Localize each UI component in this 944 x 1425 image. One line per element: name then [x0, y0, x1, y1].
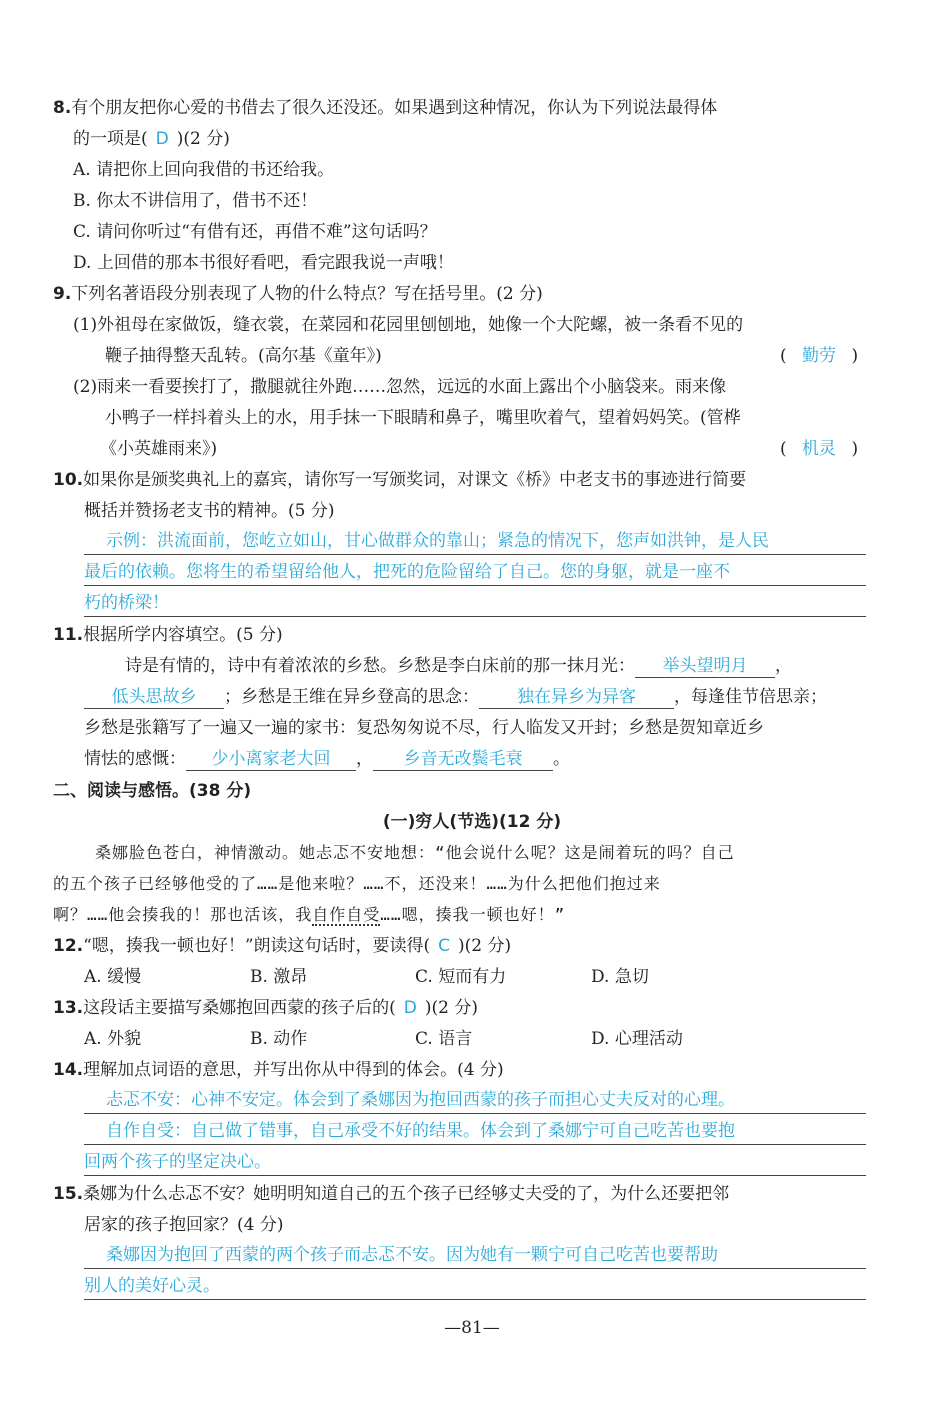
q11-text4: 情怯的感慨： — [84, 749, 186, 769]
q13-answer: D — [403, 998, 417, 1018]
q13-number: 13. — [53, 998, 84, 1018]
q15-stem-text1: 桑娜为什么忐忑不安？她明明知道自己的五个孩子已经够丈夫受的了，为什么还要把邻 — [83, 1184, 730, 1204]
q9-p2-paren-close: ) — [851, 439, 859, 459]
q12-answer: C — [438, 936, 451, 956]
q15-answer-line1: 桑娜因为抱回了西蒙的两个孩子而忐忑不安。因为她有一颗宁可自己吃苦也要帮助 — [84, 1242, 866, 1269]
q9-number: 9. — [53, 284, 72, 304]
q13-option-d: D. 心理活动 — [591, 1029, 683, 1049]
q11-text1-end: ， — [775, 656, 792, 676]
q8-answer: D — [155, 129, 169, 149]
q15-number: 15. — [53, 1184, 84, 1204]
q12-option-a: A. 缓慢 — [84, 967, 142, 987]
q9-stem — [53, 282, 543, 306]
q11-line4 — [84, 747, 570, 771]
q8-stem-text2a: 的一项是( — [73, 129, 148, 149]
q13-option-a: A. 外貌 — [84, 1029, 142, 1049]
q10-answer-line1: 示例：洪流面前，您屹立如山，甘心做群众的靠山；紧急的情况下，您声如洪钟，是人民 — [84, 528, 866, 555]
q9-p1-paren-close: ) — [851, 346, 859, 366]
q12-stem-b: )(2 分) — [458, 936, 512, 956]
q11-number: 11. — [53, 625, 84, 645]
q10-stem-text1: 如果你是颁奖典礼上的嘉宾，请你写一写颁奖词，对课文《桥》中老支书的事迹进行简要 — [83, 470, 747, 490]
q9-p2-answer-box — [780, 437, 866, 461]
q8-option-c: C. 请问你听过“有借有还，再借不难”这句话吗？ — [73, 222, 437, 242]
q10-stem-line1 — [53, 468, 746, 492]
q13-options — [84, 1027, 683, 1051]
q8-stem-text2b: )(2 分) — [176, 129, 230, 149]
q11-stem-text: 根据所学内容填空。(5 分) — [83, 625, 283, 645]
q12-option-b: B. 激昂 — [250, 967, 308, 987]
q9-p2-line1: (2)雨来一看要挨打了，撒腿就往外跑……忽然，远远的水面上露出个小脑袋来。雨来像 — [73, 377, 727, 397]
q10-number: 10. — [53, 470, 84, 490]
q11-blank3: 独在异乡为异客 — [479, 686, 674, 709]
q12-option-c: C. 短而有力 — [415, 967, 507, 987]
q11-text2-end: ，每逢佳节倍思亲； — [674, 687, 827, 707]
q12-number: 12. — [53, 936, 84, 956]
q9-p1-answer: 勤劳 — [802, 346, 837, 366]
q8-stem-line1 — [53, 96, 717, 120]
q12-stem-a: “嗯，揍我一顿也好！”朗读这句话时，要读得( — [83, 936, 431, 956]
q11-text2: ；乡愁是王维在异乡登高的思念： — [224, 687, 479, 707]
q11-blank2: 低头思故乡 — [84, 686, 224, 709]
q10-answer-line2: 最后的依赖。您将生的希望留给他人，把死的危险留给了自己。您的身躯，就是一座不 — [84, 559, 866, 586]
q13-stem — [53, 996, 478, 1020]
passage-dotted-word: 自作自受 — [312, 905, 381, 924]
q11-line3: 乡愁是张籍写了一遍又一遍的家书：复恐匆匆说不尽，行人临发又开封；乡愁是贺知章近乡 — [84, 718, 764, 738]
q15-stem-line2: 居家的孩子抱回家？(4 分) — [84, 1215, 284, 1235]
q11-blank1: 举头望明月 — [635, 655, 775, 678]
q14-answer-line2: 自作自受：自己做了错事，自己承受不好的结果。体会到了桑娜宁可自己吃苦也要抱 — [84, 1118, 866, 1145]
passage-line2: 的五个孩子已经够他受的了……是他来啦？……不，还没来！……为什么把他们抱过来 — [53, 874, 661, 893]
q8-option-b: B. 你太不讲信用了，借书不还！ — [73, 191, 318, 211]
passage-line1: 桑娜脸色苍白，神情激动。她忐忑不安地想：“他会说什么呢？这是闹着玩的吗？自己 — [95, 843, 735, 862]
q11-line2 — [84, 685, 827, 709]
q14-stem-text: 理解加点词语的意思，并写出你从中得到的体会。(4 分) — [83, 1060, 504, 1080]
q10-answer-line3: 朽的桥梁！ — [84, 590, 866, 617]
q9-p1-line2: 鞭子抽得整天乱转。(高尔基《童年》) — [105, 346, 382, 366]
q8-stem-line2 — [73, 127, 230, 151]
q11-stem — [53, 623, 283, 647]
q9-stem-text: 下列名著语段分别表现了人物的什么特点？写在括号里。(2 分) — [71, 284, 543, 304]
q14-number: 14. — [53, 1060, 84, 1080]
passage-line3-c: ……嗯，揍我一顿也好！” — [380, 905, 566, 924]
section2-title: 二、阅读与感悟。(38 分) — [53, 781, 252, 801]
q9-p2-line3: 《小英雄雨来》) — [100, 439, 218, 459]
q12-options — [84, 965, 649, 989]
q9-p1-answer-box — [780, 344, 866, 368]
passage-line3-a: 啊？……他会揍我的！那也活该，我 — [53, 905, 313, 924]
q9-p1-line1: (1)外祖母在家做饭，缝衣裳，在菜园和花园里刨刨地，她像一个大陀螺，被一条看不见的 — [73, 315, 744, 335]
q9-p2-paren-open: ( — [780, 439, 787, 459]
q11-blank5: 乡音无改鬓毛衰 — [373, 748, 553, 771]
passage-title: (一)穷人(节选)(12 分) — [382, 812, 562, 832]
q14-answer-line3: 回两个孩子的坚定决心。 — [84, 1149, 866, 1176]
q15-stem-line1 — [53, 1182, 729, 1206]
q11-blank4: 少小离家老大回 — [186, 748, 356, 771]
q9-p1-paren-open: ( — [780, 346, 787, 366]
q9-p2-answer: 机灵 — [802, 439, 837, 459]
q10-stem-line2: 概括并赞扬老支书的精神。(5 分) — [84, 501, 335, 521]
q12-option-d: D. 急切 — [591, 967, 649, 987]
q11-text4-mid: ， — [356, 749, 373, 769]
q13-stem-a: 这段话主要描写桑娜抱回西蒙的孩子后的( — [83, 998, 396, 1018]
q11-text1: 诗是有情的，诗中有着浓浓的乡愁。乡愁是李白床前的那一抹月光： — [125, 656, 635, 676]
q11-text4-end: 。 — [553, 749, 570, 769]
q11-line1 — [125, 654, 792, 678]
q8-option-d: D. 上回借的那本书很好看吧，看完跟我说一声哦！ — [73, 253, 454, 273]
q9-p2-line2: 小鸭子一样抖着头上的水，用手抹一下眼睛和鼻子，嘴里吹着气，望着妈妈笑。(管桦 — [105, 408, 741, 428]
q8-option-a: A. 请把你上回向我借的书还给我。 — [73, 160, 335, 180]
q13-stem-b: )(2 分) — [424, 998, 478, 1018]
q8-stem-text1: 有个朋友把你心爱的书借去了很久还没还。如果遇到这种情况，你认为下列说法最得体 — [71, 98, 718, 118]
q13-option-b: B. 动作 — [250, 1029, 308, 1049]
q12-stem — [53, 934, 511, 958]
q15-answer-line2: 别人的美好心灵。 — [84, 1273, 866, 1300]
passage-line3 — [53, 903, 565, 927]
q14-stem — [53, 1058, 504, 1082]
page-number: —81— — [444, 1318, 500, 1338]
q14-answer-line1: 忐忑不安：心神不安定。体会到了桑娜因为抱回西蒙的孩子而担心丈夫反对的心理。 — [84, 1087, 866, 1114]
q13-option-c: C. 语言 — [415, 1029, 473, 1049]
q8-number: 8. — [53, 98, 72, 118]
